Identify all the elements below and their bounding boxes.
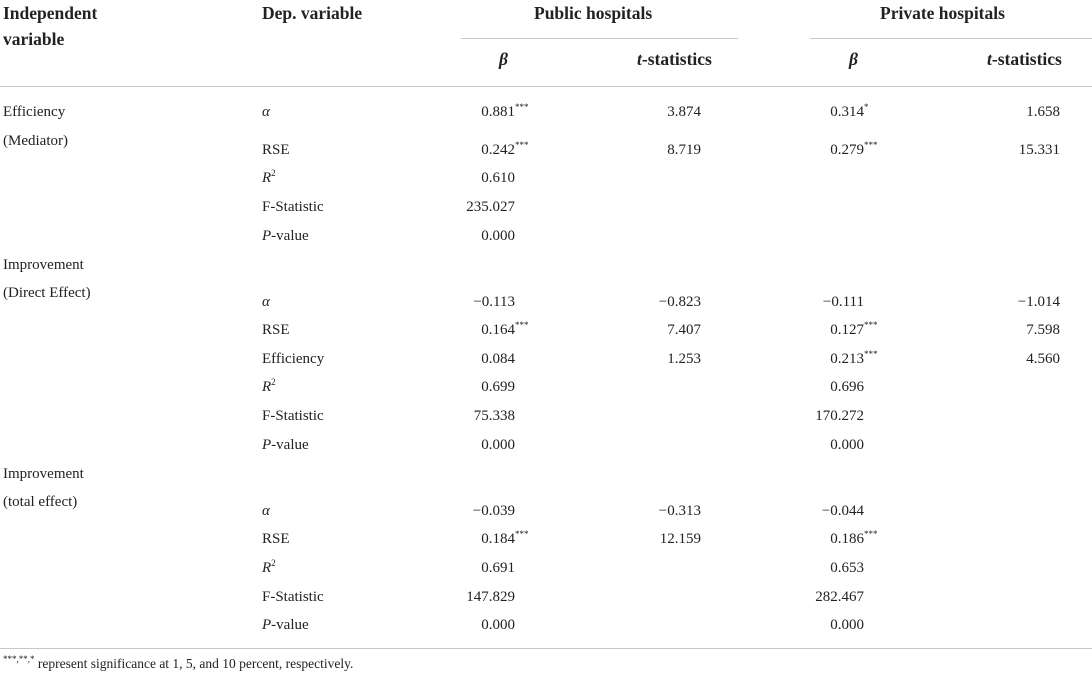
- significance-mark: ***: [515, 320, 529, 330]
- private-beta-value: 0.696: [830, 379, 864, 395]
- dep-variable-cell: [262, 407, 324, 425]
- group-label: Efficiency: [3, 104, 66, 120]
- public-beta-value: 0.881: [481, 104, 515, 120]
- public-beta-value: 0.699: [481, 379, 515, 395]
- private-beta-value: 0.186: [830, 531, 864, 547]
- dep-variable-cell: [262, 378, 276, 396]
- private-beta-cell: [830, 321, 877, 339]
- private-beta-cell: [830, 103, 868, 121]
- significance-mark: ***: [515, 102, 529, 112]
- superscript: 2: [271, 558, 276, 568]
- dep-variable-name: P: [262, 617, 272, 633]
- dep-variable-name: RSE: [262, 322, 290, 338]
- dep-variable-name: F-Statistic: [262, 408, 324, 424]
- private-beta-value: 282.467: [815, 589, 864, 605]
- header-public-t-statistics: t-statistics: [637, 49, 712, 69]
- public-beta-value: −0.113: [473, 294, 515, 310]
- public-beta-cell: [481, 169, 515, 187]
- public-beta-value: 0.000: [481, 228, 515, 244]
- private-beta-value: 0.279: [830, 142, 864, 158]
- private-beta-cell: [823, 293, 864, 311]
- footnote: [3, 655, 353, 673]
- header-public-beta: β: [499, 49, 508, 69]
- public-beta-cell: [481, 436, 515, 454]
- private-beta-value: −0.111: [822, 294, 864, 310]
- public-t-statistic-cell: −0.313: [658, 503, 701, 519]
- dep-variable-name: F-Statistic: [262, 199, 324, 215]
- public-beta-value: 75.338: [473, 408, 515, 424]
- header-rule: [0, 86, 1092, 87]
- public-beta-value: 0.000: [481, 617, 515, 633]
- dep-variable-suffix: -value: [271, 437, 309, 453]
- public-beta-value: 0.610: [481, 170, 515, 186]
- dep-variable-name: R: [262, 170, 272, 186]
- dep-variable-name: RSE: [262, 142, 290, 158]
- public-t-statistic-cell: 3.874: [667, 104, 701, 120]
- dep-variable-cell: [262, 530, 290, 548]
- public-beta-value: 0.691: [481, 560, 515, 576]
- dep-variable-name: Efficiency: [262, 351, 325, 367]
- dep-variable-name: R: [262, 379, 272, 395]
- dep-variable-cell: [262, 559, 276, 577]
- private-beta-value: 0.314: [830, 104, 864, 120]
- public-beta-value: 0.000: [481, 437, 515, 453]
- public-beta-cell: [481, 559, 515, 577]
- public-t-statistic-cell: 12.159: [659, 531, 701, 547]
- public-t-statistic-cell: 8.719: [667, 142, 701, 158]
- private-hospitals-underline: [810, 38, 1092, 39]
- header-private-t-statistics: t-statistics: [987, 49, 1062, 69]
- private-beta-value: 0.000: [830, 617, 864, 633]
- public-beta-cell: [481, 530, 528, 548]
- dep-variable-name: F-Statistic: [262, 589, 324, 605]
- group-sublabel: (total effect): [3, 494, 78, 510]
- private-beta-value: 0.653: [830, 560, 864, 576]
- private-beta-cell: [830, 616, 864, 634]
- dep-variable-cell: [262, 436, 309, 454]
- dep-variable-name: α: [262, 104, 270, 120]
- private-beta-cell: [830, 378, 864, 396]
- header-public-hospitals: Public hospitals: [534, 3, 653, 23]
- superscript: 2: [271, 168, 276, 178]
- public-beta-value: 0.184: [481, 531, 515, 547]
- dep-variable-cell: [262, 502, 270, 520]
- public-beta-cell: [481, 378, 515, 396]
- dep-variable-suffix: -value: [271, 228, 309, 244]
- significance-mark: ***: [864, 140, 878, 150]
- private-beta-cell: [822, 502, 864, 520]
- significance-mark: ***: [864, 320, 878, 330]
- private-beta-cell: [830, 436, 864, 454]
- public-beta-cell: [473, 293, 515, 311]
- dep-variable-cell: [262, 588, 324, 606]
- public-t-statistic-cell: −0.823: [658, 294, 701, 310]
- dep-variable-name: α: [262, 503, 270, 519]
- private-beta-value: 0.127: [830, 322, 864, 338]
- public-beta-value: 0.084: [481, 351, 515, 367]
- dep-variable-cell: [262, 350, 324, 368]
- public-beta-cell: [466, 588, 515, 606]
- private-beta-cell: [830, 530, 877, 548]
- public-beta-value: −0.039: [472, 503, 515, 519]
- private-t-statistic-cell: 1.658: [1026, 104, 1060, 120]
- header-private-beta: β: [849, 49, 858, 69]
- significance-mark: ***: [515, 529, 529, 539]
- private-beta-cell: [815, 407, 864, 425]
- public-beta-value: 0.242: [481, 142, 515, 158]
- header-independent-variable-line1: Independent: [3, 3, 98, 23]
- group-label: Improvement: [3, 257, 84, 273]
- public-beta-cell: [481, 227, 515, 245]
- dep-variable-name: P: [262, 228, 272, 244]
- private-t-statistic-cell: 15.331: [1018, 142, 1060, 158]
- group-sublabel: (Direct Effect): [3, 285, 91, 301]
- significance-mark: ***: [864, 529, 878, 539]
- dep-variable-name: R: [262, 560, 272, 576]
- dep-variable-cell: [262, 321, 290, 339]
- dep-variable-cell: [262, 198, 324, 216]
- dep-variable-name: RSE: [262, 531, 290, 547]
- public-t-statistic-cell: 7.407: [667, 322, 701, 338]
- public-beta-cell: [481, 141, 528, 159]
- private-beta-value: 0.000: [830, 437, 864, 453]
- dep-variable-cell: [262, 616, 309, 634]
- header-dep-variable: Dep. variable: [262, 3, 363, 23]
- significance-mark: *: [864, 102, 869, 112]
- private-beta-cell: [830, 141, 877, 159]
- group-label: Improvement: [3, 466, 84, 482]
- bottom-rule: [0, 648, 1092, 649]
- significance-mark: ***: [515, 140, 529, 150]
- dep-variable-name: α: [262, 294, 270, 310]
- dep-variable-cell: [262, 103, 270, 121]
- footnote-text: represent significance at 1, 5, and 10 percent, respectively.: [34, 656, 354, 671]
- header-independent-variable-line2: variable: [3, 29, 65, 49]
- public-beta-cell: [473, 502, 515, 520]
- public-hospitals-underline: [461, 38, 738, 39]
- public-beta-cell: [481, 350, 515, 368]
- private-beta-cell: [830, 350, 877, 368]
- dep-variable-cell: [262, 141, 290, 159]
- private-beta-value: 170.272: [815, 408, 864, 424]
- private-beta-cell: [815, 588, 864, 606]
- dep-variable-cell: [262, 227, 309, 245]
- dep-variable-suffix: -value: [271, 617, 309, 633]
- superscript: 2: [271, 377, 276, 387]
- private-t-statistic-cell: 7.598: [1026, 322, 1060, 338]
- significance-mark: ***: [864, 349, 878, 359]
- public-beta-cell: [481, 616, 515, 634]
- public-beta-value: 147.829: [466, 589, 515, 605]
- dep-variable-cell: [262, 169, 276, 187]
- header-private-hospitals: Private hospitals: [880, 3, 1005, 23]
- footnote-sig-marks: ***,**,*: [3, 654, 35, 664]
- public-beta-cell: [466, 198, 515, 216]
- header-independent-variable: [3, 0, 97, 52]
- public-t-statistic-cell: 1.253: [667, 351, 701, 367]
- public-beta-cell: [481, 321, 528, 339]
- dep-variable-cell: [262, 293, 270, 311]
- private-t-statistic-cell: −1.014: [1017, 294, 1060, 310]
- private-beta-cell: [830, 559, 864, 577]
- private-t-statistic-cell: 4.560: [1026, 351, 1060, 367]
- public-beta-value: 0.164: [481, 322, 515, 338]
- group-sublabel: (Mediator): [3, 133, 68, 149]
- private-beta-value: 0.213: [830, 351, 864, 367]
- public-beta-cell: [481, 103, 528, 121]
- public-beta-cell: [474, 407, 515, 425]
- public-beta-value: 235.027: [466, 199, 515, 215]
- dep-variable-name: P: [262, 437, 272, 453]
- private-beta-value: −0.044: [821, 503, 864, 519]
